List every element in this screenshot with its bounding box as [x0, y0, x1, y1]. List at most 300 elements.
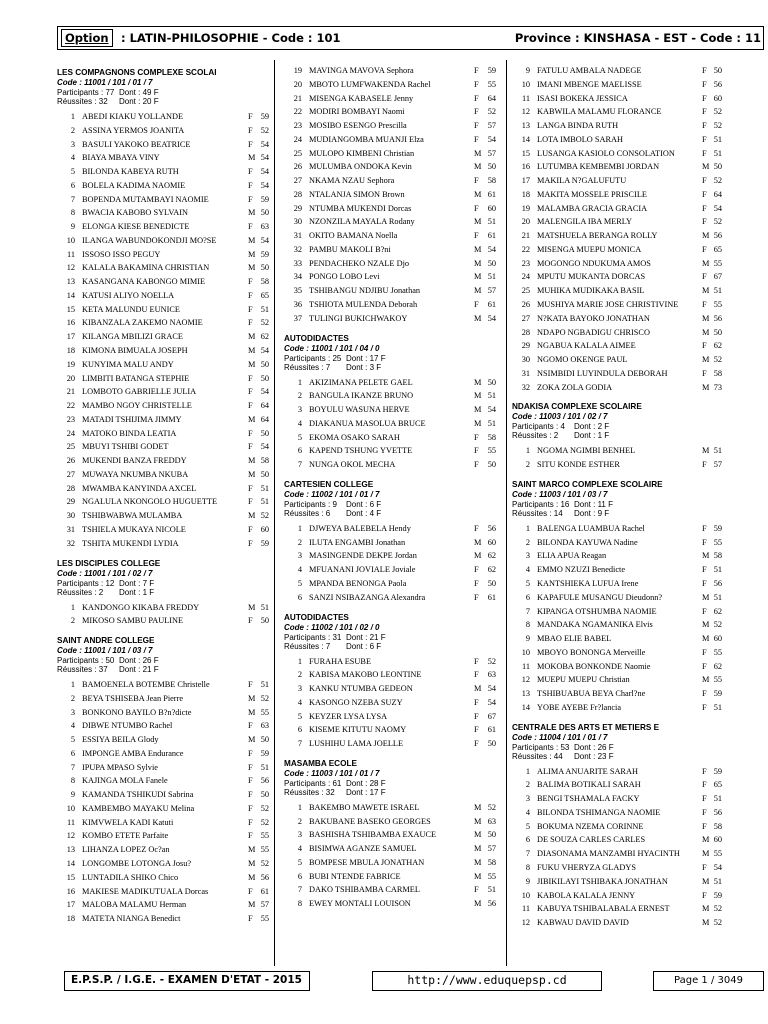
- candidate-row: [57, 138, 269, 152]
- candidate-score: 56: [260, 776, 269, 786]
- candidate-number: 5: [525, 821, 530, 831]
- candidate-row: [57, 289, 269, 303]
- candidate-number: 3: [297, 830, 302, 840]
- candidate-sex: F: [702, 766, 707, 776]
- candidate-row: [284, 243, 498, 257]
- candidate-sex: F: [702, 606, 707, 616]
- candidate-number: 19: [293, 66, 302, 75]
- candidate-name: KAJINGA MOLA Fanele: [82, 776, 168, 786]
- results-column-1: [57, 64, 269, 926]
- candidate-name: MANDAKA NGAMANIKA Elvis: [537, 620, 653, 630]
- candidate-row: [284, 856, 498, 870]
- school-section: [512, 401, 726, 472]
- candidate-row: [57, 468, 269, 482]
- candidate-row: [512, 605, 726, 619]
- candidate-sex: F: [702, 66, 707, 75]
- candidate-row: [512, 792, 726, 806]
- candidate-number: 30: [66, 511, 75, 521]
- candidate-sex: M: [702, 675, 710, 685]
- candidate-number: 32: [66, 538, 75, 548]
- candidate-row: [284, 119, 498, 133]
- candidate-row: [57, 261, 269, 275]
- candidate-sex: M: [702, 918, 710, 928]
- candidate-number: 35: [293, 286, 302, 296]
- candidate-sex: M: [474, 405, 482, 415]
- candidate-score: 52: [713, 121, 722, 131]
- candidate-row: [284, 549, 498, 563]
- candidate-score: 50: [260, 359, 269, 369]
- candidate-name: MALAMBA GRACIA GRACIA: [537, 203, 648, 213]
- candidate-number: 1: [297, 656, 302, 666]
- candidate-sex: M: [248, 707, 256, 717]
- candidate-row: [512, 202, 726, 216]
- candidate-sex: F: [702, 702, 707, 712]
- candidate-number: 1: [525, 523, 530, 533]
- candidate-name: MULUMBA ONDOKA Kevin: [309, 162, 412, 172]
- candidate-row: [284, 737, 498, 751]
- candidate-number: 6: [70, 748, 75, 758]
- candidate-score: 52: [487, 107, 496, 117]
- candidate-name: MISENGA KABASELE Jenny: [309, 93, 414, 103]
- candidate-number: 10: [66, 803, 75, 813]
- candidate-score: 63: [260, 222, 269, 232]
- candidate-number: 25: [66, 442, 75, 452]
- candidate-score: 50: [260, 616, 269, 626]
- candidate-sex: F: [474, 107, 479, 117]
- candidate-number: 17: [66, 900, 75, 910]
- candidate-row: [57, 482, 269, 496]
- candidate-name: DAKO TSHIBAMBA CARMEL: [309, 885, 420, 895]
- candidate-number: 18: [66, 914, 75, 924]
- candidate-score: 58: [487, 176, 496, 186]
- candidate-score: 54: [260, 346, 269, 356]
- candidate-number: 30: [293, 217, 302, 227]
- candidate-sex: F: [248, 817, 253, 827]
- candidate-row: [284, 682, 498, 696]
- candidate-score: 51: [713, 876, 722, 886]
- candidate-number: 16: [521, 162, 530, 172]
- candidate-number: 27: [66, 469, 75, 479]
- candidate-score: 51: [260, 680, 269, 690]
- candidate-sex: F: [702, 647, 707, 657]
- candidate-number: 8: [70, 776, 75, 786]
- candidate-sex: F: [702, 244, 707, 254]
- results-column-2: [284, 64, 498, 911]
- candidate-score: 57: [260, 900, 269, 910]
- candidate-row: [57, 399, 269, 413]
- candidate-sex: F: [474, 711, 479, 721]
- candidate-number: 21: [521, 231, 530, 241]
- candidate-row: [57, 234, 269, 248]
- school-code: Code : 11003 / 101 / 02 / 7: [512, 412, 608, 422]
- candidate-score: 54: [487, 313, 496, 323]
- candidate-score: 65: [713, 244, 722, 254]
- reussites-female-count: Dont : 23 F: [574, 751, 614, 761]
- candidate-score: 52: [487, 656, 496, 666]
- candidate-row: [57, 151, 269, 165]
- candidate-row: [512, 188, 726, 202]
- candidate-name: MASINGENDE DEKPE Jordan: [309, 551, 417, 561]
- candidate-sex: F: [702, 134, 707, 144]
- candidate-row: [284, 577, 498, 591]
- candidate-score: 51: [713, 286, 722, 296]
- candidate-row: [57, 440, 269, 454]
- candidate-sex: M: [248, 332, 256, 342]
- candidate-number: 1: [525, 446, 530, 456]
- candidate-number: 8: [525, 620, 530, 630]
- candidate-name: BOLELA KADIMA NAOMIE: [82, 180, 186, 190]
- reussites-count: Réussites : 2: [512, 431, 559, 441]
- candidate-name: NKAMA NZAU Sephora: [309, 176, 395, 186]
- candidate-score: 50: [487, 739, 496, 749]
- school-code: Code : 11001 / 101 / 03 / 7: [57, 646, 153, 656]
- candidate-name: KETA MALUNDU EUNICE: [82, 304, 180, 314]
- candidate-row: [57, 110, 269, 124]
- candidate-score: 57: [487, 148, 496, 158]
- candidate-score: 56: [260, 872, 269, 882]
- candidate-row: [512, 64, 726, 78]
- candidate-number: 11: [67, 817, 75, 827]
- candidate-score: 58: [260, 277, 269, 287]
- reussites-female-count: Dont : 9 F: [574, 508, 610, 518]
- candidate-number: 4: [297, 844, 302, 854]
- candidate-number: 20: [293, 79, 302, 89]
- candidate-sex: M: [474, 189, 482, 199]
- candidate-sex: F: [702, 368, 707, 378]
- candidate-number: 11: [522, 661, 530, 671]
- candidate-number: 23: [521, 258, 530, 268]
- candidate-name: MOSIBO ESENGO Prescilla: [309, 121, 407, 131]
- candidate-score: 58: [713, 821, 722, 831]
- candidate-sex: M: [248, 346, 256, 356]
- candidate-score: 50: [487, 258, 496, 268]
- school-section: [284, 758, 498, 911]
- candidate-score: 50: [260, 208, 269, 218]
- candidate-name: MULOPO KIMBENI Christian: [309, 148, 415, 158]
- candidate-name: MPANDA BENONGA Paola: [309, 578, 407, 588]
- results-column-3: [512, 64, 726, 930]
- candidate-number: 22: [293, 107, 302, 117]
- candidate-sex: F: [702, 821, 707, 831]
- candidate-row: [57, 248, 269, 262]
- participants-count: Participants : 9: [284, 499, 337, 509]
- school-section: [512, 479, 726, 715]
- candidate-sex: F: [248, 748, 253, 758]
- candidate-number: 1: [525, 766, 530, 776]
- candidate-number: 5: [297, 432, 302, 442]
- candidate-row: [57, 385, 269, 399]
- candidate-score: 51: [260, 602, 269, 612]
- candidate-name: DIBWE NTUMBO Rachel: [82, 721, 173, 731]
- school-name: CENTRALE DES ARTS ET METIERS E: [512, 722, 660, 732]
- candidate-name: KALALA BAKAMINA CHRISTIAN: [82, 263, 210, 273]
- candidate-sex: F: [474, 121, 479, 131]
- candidate-number: 24: [521, 272, 530, 282]
- candidate-row: [512, 339, 726, 353]
- candidate-score: 54: [260, 153, 269, 163]
- candidate-row: [57, 829, 269, 843]
- candidate-score: 55: [713, 849, 722, 859]
- candidate-sex: F: [702, 460, 707, 470]
- candidate-row: [284, 284, 498, 298]
- candidate-row: [57, 275, 269, 289]
- candidate-sex: F: [474, 656, 479, 666]
- candidate-number: 3: [525, 551, 530, 561]
- candidate-name: IMANI MBENGE MAELISSE: [537, 79, 642, 89]
- candidate-score: 51: [487, 418, 496, 428]
- candidate-sex: F: [702, 578, 707, 588]
- candidate-score: 52: [260, 858, 269, 868]
- footer-website-link[interactable]: http://www.eduquepsp.cd: [372, 971, 602, 991]
- candidate-score: 50: [487, 578, 496, 588]
- candidate-number: 4: [70, 153, 75, 163]
- candidate-number: 24: [293, 134, 302, 144]
- candidate-number: 2: [297, 391, 302, 401]
- candidate-score: 55: [487, 446, 496, 456]
- candidate-score: 52: [713, 107, 722, 117]
- candidate-sex: M: [474, 217, 482, 227]
- candidate-number: 10: [521, 890, 530, 900]
- candidate-row: [284, 710, 498, 724]
- candidate-row: [512, 522, 726, 536]
- candidate-row: [57, 802, 269, 816]
- candidate-sex: F: [474, 885, 479, 895]
- participants-female-count: Dont : 28 F: [346, 778, 386, 788]
- candidate-name: BALIMA BOTIKALI SARAH: [537, 780, 641, 790]
- candidate-sex: F: [248, 886, 253, 896]
- candidate-row: [284, 133, 498, 147]
- candidate-name: MATETA NIANGA Benedict: [82, 914, 181, 924]
- candidate-sex: M: [248, 693, 256, 703]
- candidate-score: 59: [713, 523, 722, 533]
- candidate-name: BONKONO BAYILO B?n?dicte: [82, 707, 192, 717]
- candidate-score: 52: [260, 125, 269, 135]
- candidate-row: [57, 692, 269, 706]
- candidate-number: 2: [297, 670, 302, 680]
- candidate-name: MATOKO BINDA LEATIA: [82, 428, 177, 438]
- participants-line: [512, 500, 726, 509]
- candidate-score: 54: [487, 244, 496, 254]
- candidate-name: MAVINGA MAVOVA Sephora: [309, 66, 414, 75]
- candidate-number: 12: [521, 918, 530, 928]
- participants-female-count: Dont : 2 F: [574, 422, 610, 432]
- candidate-name: BALENGA LUAMBUA Rachel: [537, 523, 645, 533]
- candidate-score: 54: [260, 167, 269, 177]
- candidate-row: [284, 801, 498, 815]
- reussites-count: Réussites : 6: [284, 508, 331, 518]
- candidate-row: [512, 133, 726, 147]
- candidate-sex: M: [474, 162, 482, 172]
- candidate-sex: F: [702, 107, 707, 117]
- candidate-sex: M: [702, 551, 710, 561]
- participants-line: [284, 779, 498, 788]
- reussites-female-count: Dont : 20 F: [119, 97, 159, 106]
- candidate-name: KABISA MAKOBO LEONTINE: [309, 670, 422, 680]
- candidate-row: [284, 147, 498, 161]
- candidate-number: 18: [521, 189, 530, 199]
- candidate-name: BILONDA KABEYA RUTH: [82, 167, 179, 177]
- candidate-sex: M: [702, 849, 710, 859]
- candidate-score: 52: [713, 176, 722, 186]
- candidate-sex: M: [248, 263, 256, 273]
- candidate-name: KAMBEMBO MAYAKU Melina: [82, 803, 195, 813]
- school-code: Code : 11001 / 101 / 02 / 7: [57, 568, 153, 578]
- candidate-score: 61: [487, 231, 496, 241]
- candidate-row: [512, 458, 726, 472]
- candidate-row: [512, 215, 726, 229]
- column-divider: [274, 60, 275, 966]
- school-name: AUTODIDACTES: [284, 612, 349, 622]
- candidate-number: 1: [70, 112, 75, 121]
- candidate-score: 55: [713, 300, 722, 310]
- candidate-name: LIHANZA LOPEZ Oc?an: [82, 845, 170, 855]
- candidate-sex: F: [248, 180, 253, 190]
- candidate-name: KUNYIMA MALU ANDY: [82, 359, 174, 369]
- candidate-score: 59: [260, 249, 269, 259]
- candidate-score: 55: [260, 707, 269, 717]
- school-name: CARTESIEN COLLEGE: [284, 479, 374, 489]
- candidate-sex: F: [248, 538, 253, 548]
- candidate-name: LOTA IMBOLO SARAH: [537, 134, 623, 144]
- candidate-sex: M: [474, 684, 482, 694]
- candidate-row: [512, 833, 726, 847]
- candidate-name: N?KATA BAYOKO JONATHAN: [537, 313, 650, 323]
- candidate-name: MODIRI BOMBAYI Naomi: [309, 107, 405, 117]
- candidate-number: 5: [70, 167, 75, 177]
- candidate-row: [57, 719, 269, 733]
- school-name: LES DISCIPLES COLLEGE: [57, 558, 161, 568]
- candidate-sex: F: [474, 460, 479, 470]
- participants-female-count: Dont : 7 F: [119, 578, 155, 588]
- reussites-female-count: Dont : 6 F: [346, 641, 382, 651]
- candidate-score: 64: [260, 401, 269, 411]
- candidate-score: 56: [713, 807, 722, 817]
- candidate-score: 50: [260, 428, 269, 438]
- participants-female-count: Dont : 26 F: [574, 742, 614, 752]
- candidate-number: 6: [297, 871, 302, 881]
- candidate-number: 26: [293, 162, 302, 172]
- candidate-number: 32: [293, 244, 302, 254]
- candidate-row: [512, 660, 726, 674]
- school-code: Code : 11003 / 101 / 03 / 7: [512, 489, 608, 499]
- candidate-sex: F: [474, 592, 479, 602]
- candidate-name: ILUTA ENGAMBI Jonathan: [309, 537, 406, 547]
- candidate-name: NUNGA OKOL MECHA: [309, 460, 396, 470]
- reussites-line: [57, 588, 269, 597]
- candidate-row: [57, 601, 269, 615]
- candidate-row: [512, 765, 726, 779]
- candidate-score: 52: [713, 918, 722, 928]
- candidate-row: [512, 174, 726, 188]
- school-code: Code : 11002 / 101 / 02 / 0: [284, 622, 380, 632]
- candidate-name: KISEME KITUTU NAOMY: [309, 725, 407, 735]
- candidate-number: 7: [70, 762, 75, 772]
- candidate-number: 13: [66, 845, 75, 855]
- candidate-number: 10: [521, 79, 530, 89]
- candidate-name: BOKUMA NZEMA CORINNE: [537, 821, 644, 831]
- candidate-number: 9: [70, 790, 75, 800]
- candidate-row: [57, 303, 269, 317]
- candidate-number: 23: [293, 121, 302, 131]
- candidate-row: [284, 883, 498, 897]
- candidate-sex: F: [474, 300, 479, 310]
- candidate-score: 59: [260, 194, 269, 204]
- candidate-score: 60: [487, 537, 496, 547]
- candidate-score: 52: [260, 693, 269, 703]
- candidate-row: [512, 229, 726, 243]
- candidate-score: 54: [713, 203, 722, 213]
- candidate-sex: M: [702, 382, 710, 392]
- candidate-name: BILONDA KAYUWA Nadine: [537, 537, 638, 547]
- candidate-number: 1: [70, 602, 75, 612]
- candidate-row: [57, 523, 269, 537]
- candidate-number: 13: [521, 121, 530, 131]
- candidate-sex: M: [474, 418, 482, 428]
- candidate-row: [512, 243, 726, 257]
- candidate-sex: F: [248, 914, 253, 924]
- participants-line: [512, 743, 726, 752]
- candidate-number: 3: [525, 794, 530, 804]
- candidate-name: MUKENDI BANZA FREDDY: [82, 456, 187, 466]
- candidate-score: 51: [713, 134, 722, 144]
- reussites-count: Réussites : 2: [57, 587, 104, 597]
- candidate-sex: F: [474, 725, 479, 735]
- candidate-row: [512, 270, 726, 284]
- candidate-score: 61: [487, 725, 496, 735]
- candidate-row: [512, 847, 726, 861]
- candidate-row: [512, 92, 726, 106]
- candidate-name: KAPEND TSHUNG YVETTE: [309, 446, 413, 456]
- candidate-row: [512, 381, 726, 395]
- candidate-score: 63: [487, 670, 496, 680]
- candidate-row: [57, 372, 269, 386]
- candidate-score: 55: [713, 537, 722, 547]
- participants-count: Participants : 61: [284, 778, 342, 788]
- candidate-row: [512, 147, 726, 161]
- candidate-score: 52: [260, 803, 269, 813]
- candidate-sex: M: [474, 377, 482, 387]
- candidate-number: 25: [521, 286, 530, 296]
- reussites-line: [512, 509, 726, 518]
- candidate-name: JIBIKILAYI TSHIBAKA JONATHAN: [537, 876, 668, 886]
- candidate-sex: F: [474, 523, 479, 533]
- candidate-score: 50: [260, 469, 269, 479]
- candidate-name: NGOMA NGIMBI BENHEL: [537, 446, 636, 456]
- candidate-name: KOMBO ETETE Parfaite: [82, 831, 169, 841]
- candidate-row: [512, 875, 726, 889]
- candidate-name: KANKU NTUMBA GEDEON: [309, 684, 413, 694]
- candidate-number: 14: [521, 134, 530, 144]
- candidate-number: 12: [66, 263, 75, 273]
- candidate-row: [284, 668, 498, 682]
- candidate-name: LIMBITI BATANGA STEPHIE: [82, 373, 190, 383]
- candidate-number: 4: [297, 565, 302, 575]
- candidate-number: 31: [521, 368, 530, 378]
- candidate-score: 50: [713, 162, 722, 172]
- candidate-number: 29: [521, 341, 530, 351]
- candidate-sex: F: [702, 862, 707, 872]
- participants-female-count: Dont : 17 F: [346, 353, 386, 363]
- reussites-count: Réussites : 7: [284, 362, 331, 372]
- candidate-name: SANZI NSIBAZANGA Alexandra: [309, 592, 426, 602]
- candidate-number: 17: [66, 332, 75, 342]
- candidate-row: [284, 202, 498, 216]
- candidate-row: [512, 284, 726, 298]
- candidate-number: 15: [521, 148, 530, 158]
- candidate-score: 62: [713, 341, 722, 351]
- candidate-score: 57: [487, 286, 496, 296]
- participants-line: [284, 500, 498, 509]
